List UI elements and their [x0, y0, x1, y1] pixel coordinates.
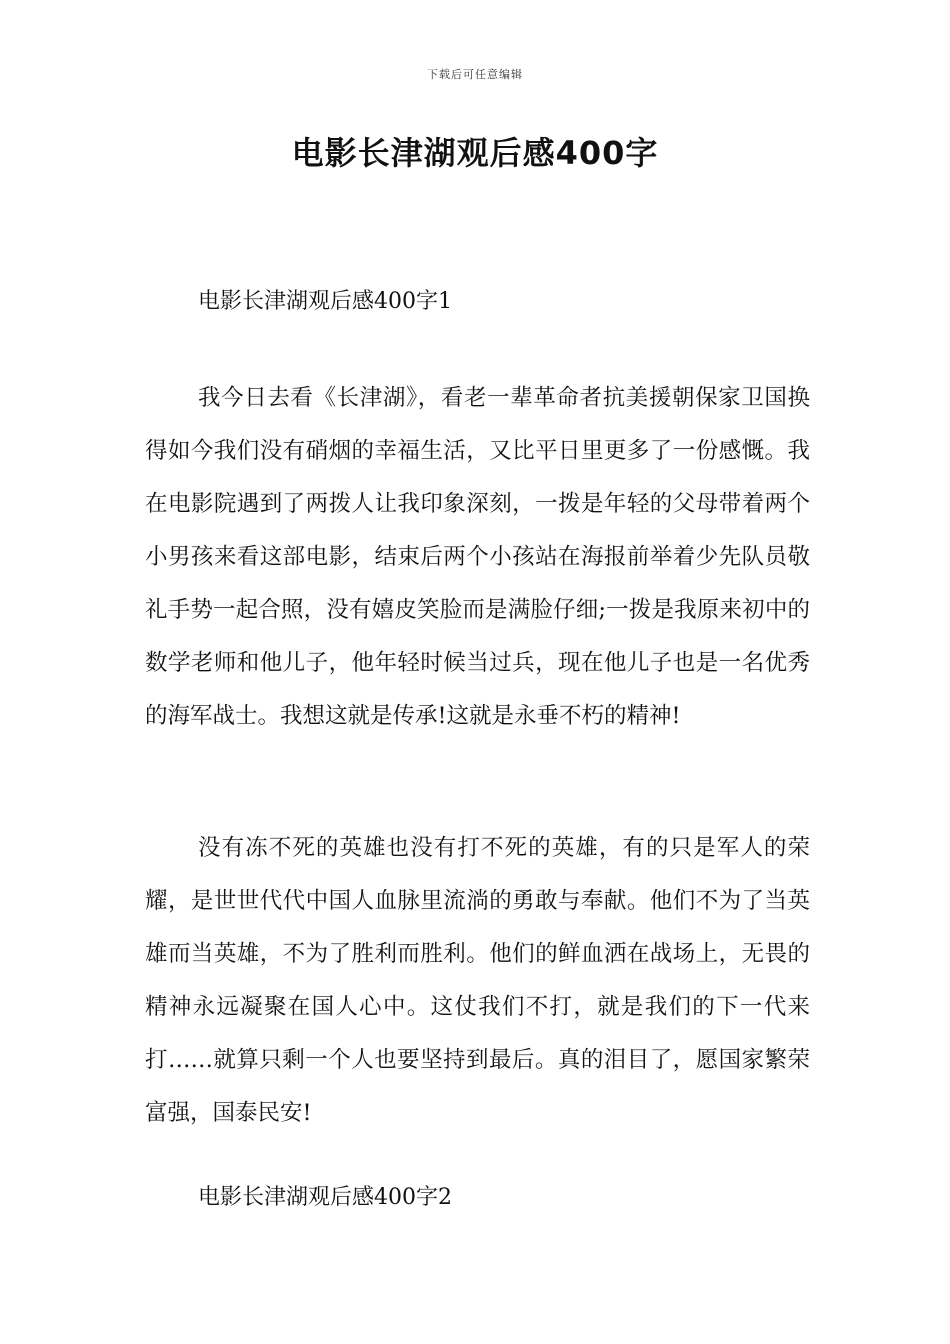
body-paragraph-1: 我今日去看《长津湖》，看老一辈革命者抗美援朝保家卫国换得如今我们没有硝烟的幸福生活，又比平日里更多了一份感慨。我在电影院遇到了两拨人让我印象深刻，一拨是年轻的父母带着两个小男孩来看这部电影，结束后两个小孩站在海报前举着少先队员敬礼手势一起合照，没有嬉皮笑脸而是满脸仔细;一拨是我原来初中的数学老师和他儿子，他年轻时候当过兵，现在他儿子也是一名优秀的海军战士。我想这就是传承!这就是永垂不朽的精神!: [145, 385, 810, 729]
section-heading-2: 电影长津湖观后感400字2: [198, 1185, 452, 1210]
body-paragraph-2: 没有冻不死的英雄也没有打不死的英雄，有的只是军人的荣耀，是世世代代中国人血脉里流淌的勇敢与奉献。他们不为了当英雄而当英雄，不为了胜利而胜利。他们的鲜血洒在战场上，无畏的精神永远凝聚在国人心中。这仗我们不打，就是我们的下一代来打……就算只剩一个人也要坚持到最后。真的泪目了，愿国家繁荣富强，国泰民安!: [145, 835, 810, 1126]
page-header-note: 下载后可任意编辑: [427, 68, 523, 81]
section-heading-1: 电影长津湖观后感400字1: [198, 289, 452, 314]
document-title: 电影长津湖观后感400字: [291, 134, 659, 172]
